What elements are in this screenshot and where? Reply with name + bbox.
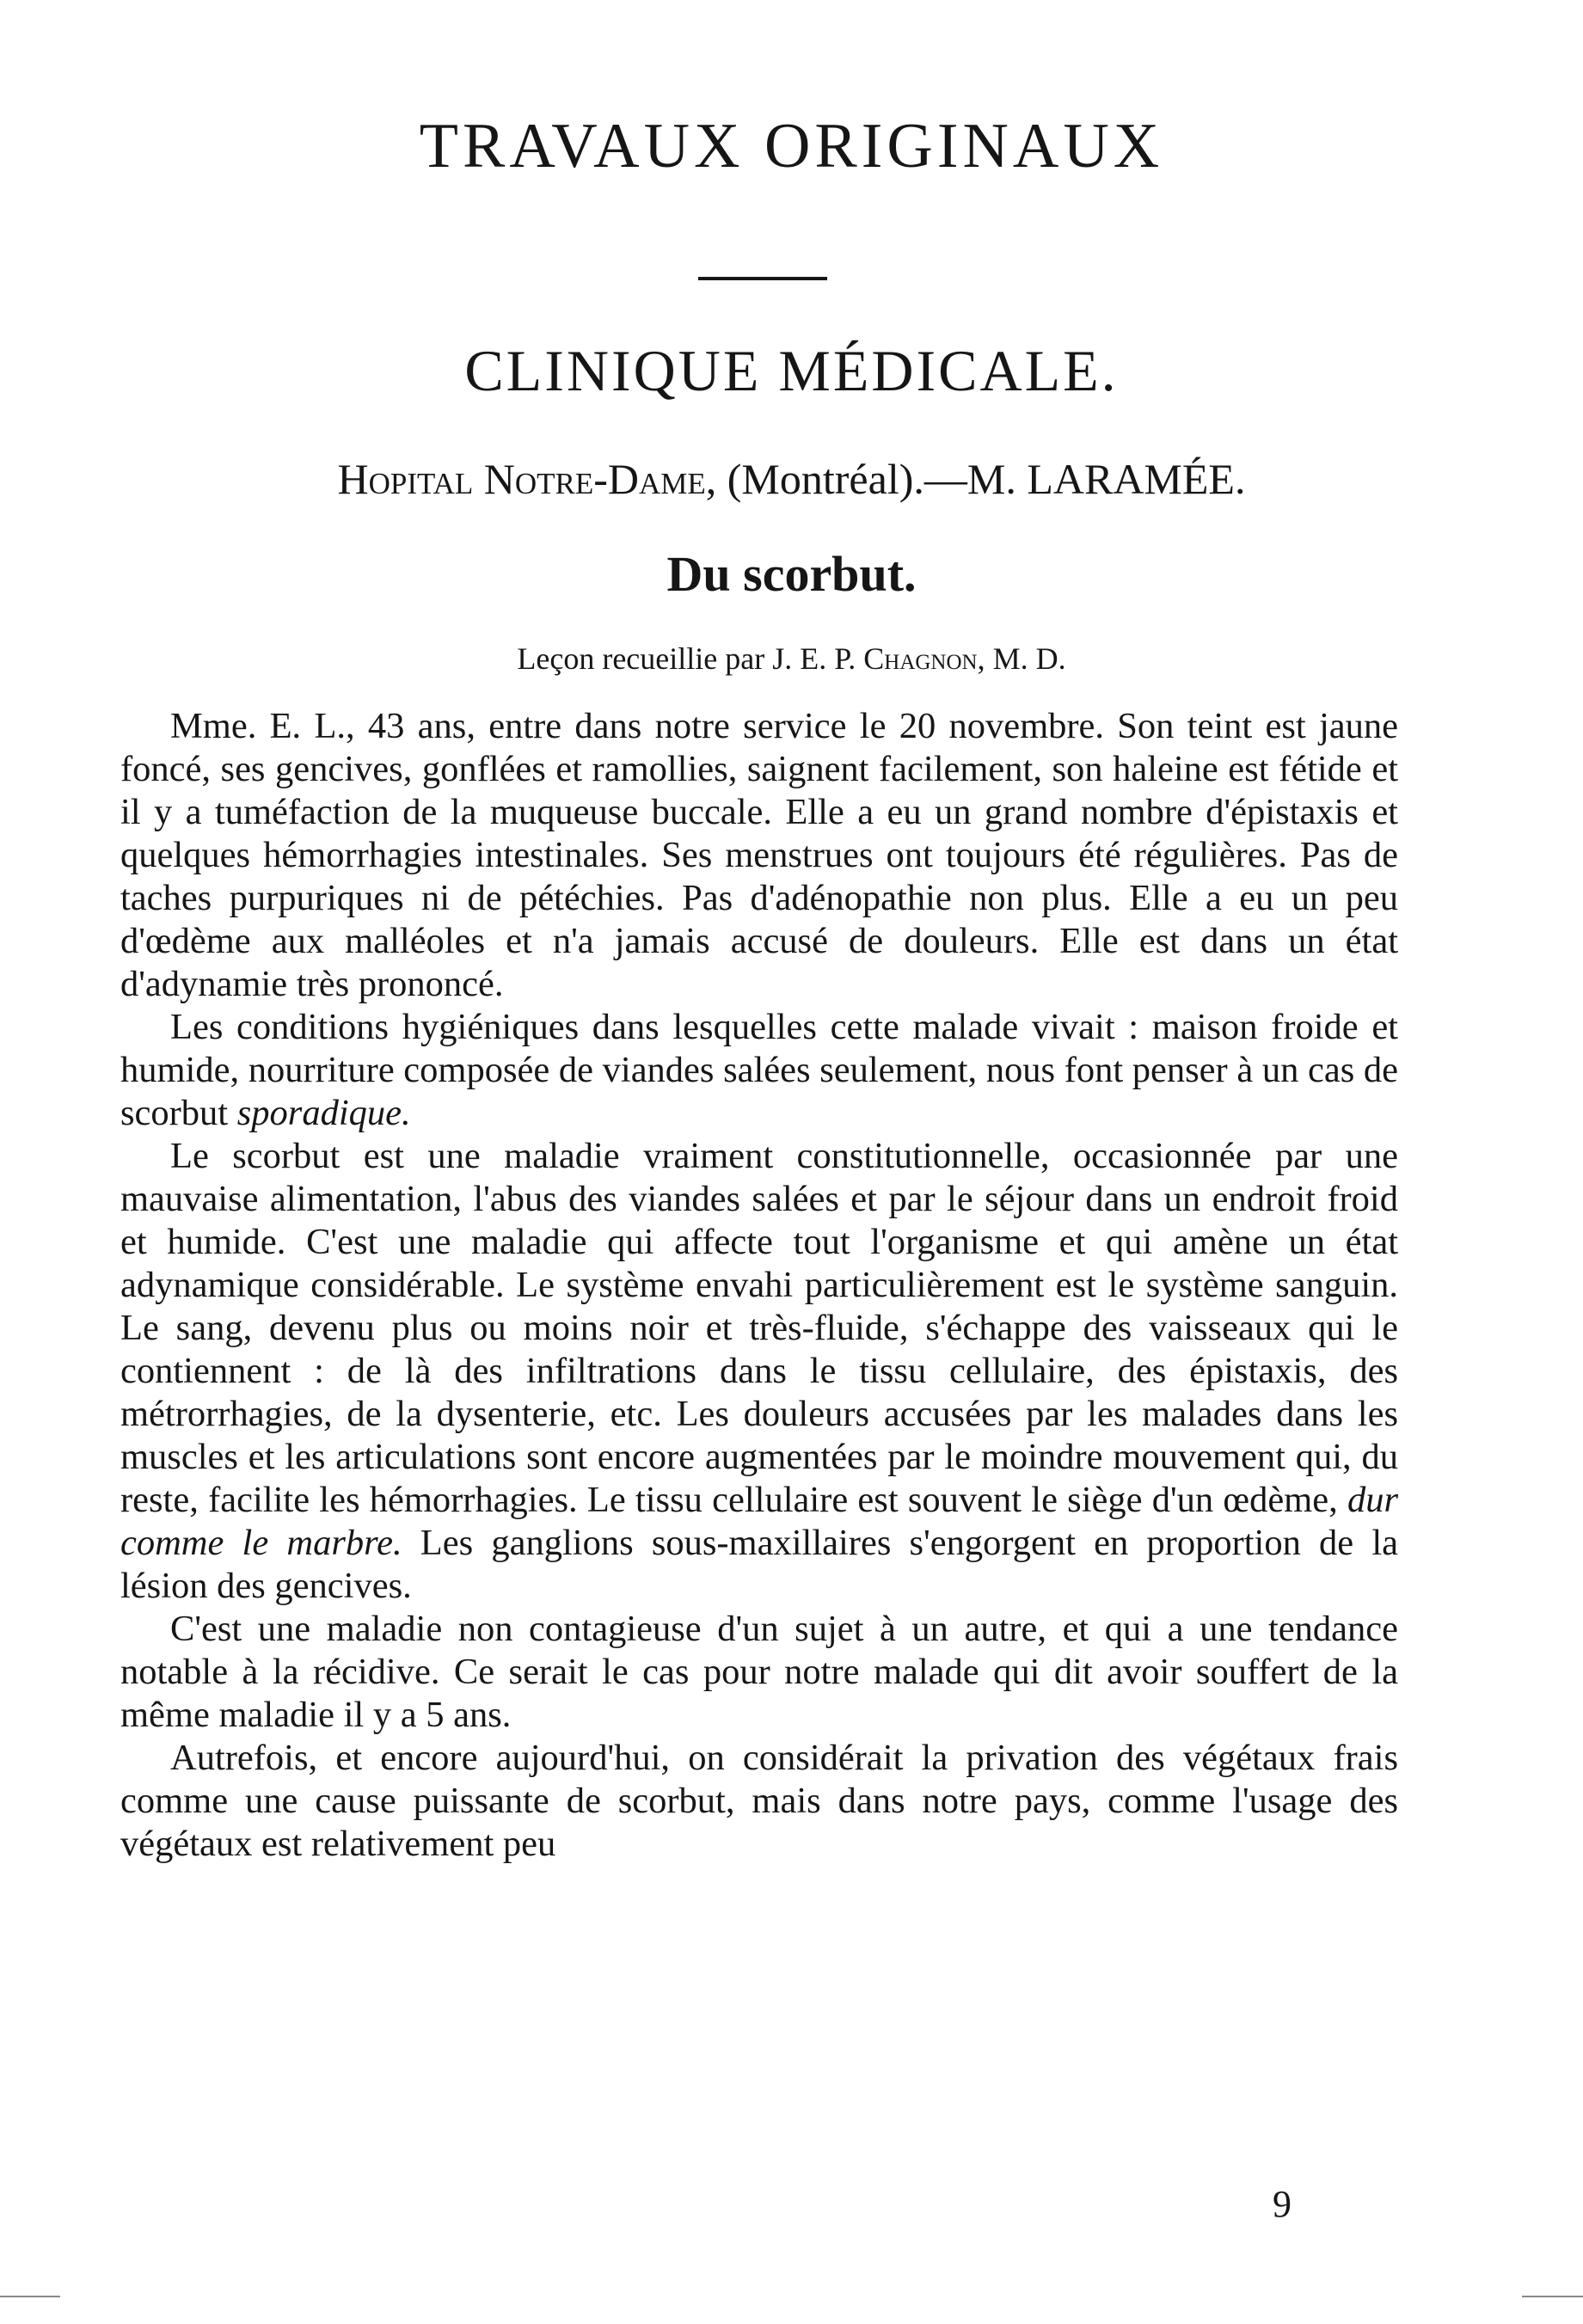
paragraph-1: Mme. E. L., 43 ans, entre dans notre service le 20 novembre. Son teint est jaune foncé, ses gencives, gonflées et ramollies, saignent facilement, son haleine est fétide et il y a tuméfaction de la muqueuse buccale. Elle a eu un grand nombre d'épistaxis et quelques hémorrhagies intestinales. Ses menstrues ont toujours été régulières. Pas de taches purpuriques ni de pétéchies. Pas d'adénopathie non plus. Elle a eu un peu d'œdème aux malléoles et n'a jamais accusé de douleurs. Elle est dans un état d'adynamie très prononcé. — [120, 706, 1398, 1004]
byline-author: Chagnon, M. D. — [863, 641, 1066, 676]
article-body — [120, 705, 1398, 1866]
hospital-location: (Montréal).—M. LARAMÉE. — [727, 455, 1246, 503]
section-title: TRAVAUX ORIGINAUX — [419, 111, 1164, 181]
hospital-name: Hopital Notre-Dame, — [337, 455, 717, 503]
byline-prefix: Leçon recueillie par J. E. P. — [517, 641, 856, 676]
bottom-rule-right — [1522, 2296, 1583, 2297]
paragraph-3-text-a: Le scorbut est une maladie vraiment constitutionnelle, occasionnée par une mauvaise alimentation, l'abus des viandes salées et par le séjour dans un endroit froid et humide. C'est une maladie qui affecte tout l'organisme et qui amène un état adynamique considérable. Le système envahi particulièrement est le système sanguin. Le sang, devenu plus ou moins noir et très-fluide, s'échappe des vaisseaux qui le contiennent : de là des infiltrations dans le tissu cellulaire, des épistaxis, des métrorrhagies, de la dysenterie, etc. Les douleurs accusées par les malades dans les muscles et les articulations sont encore augmentées par le moindre mouvement qui, du reste, facilite les hémorrhagies. Le tissu cellulaire est souvent le siège d'un œdème, — [120, 1136, 1398, 1520]
paragraph-2 — [120, 1006, 1398, 1135]
paragraph-4: C'est une maladie non contagieuse d'un sujet à un autre, et qui a une tendance notable à la récidive. Ce serait le cas pour notre malade qui dit avoir souffert de la même maladie il y a 5 ans. — [120, 1609, 1398, 1735]
paragraph-2-italic: sporadique. — [236, 1093, 411, 1133]
paragraph-3-text-b: Les ganglions sous-maxillaires s'engorgent en proportion de la lésion des gencives. — [120, 1523, 1399, 1606]
byline — [0, 641, 1583, 677]
paragraph-2-text: Les conditions hygiéniques dans lesquelles cette malade vivait : maison froide et humide, nourriture composée de viandes salées seulement, nous font penser à un cas de scorbut — [120, 1007, 1398, 1133]
bottom-rule-left — [0, 2296, 60, 2297]
hospital-line — [0, 454, 1583, 504]
lesson-subject: Du scorbut. — [666, 546, 917, 602]
paragraph-3 — [120, 1135, 1398, 1608]
article-title: CLINIQUE MÉDICALE. — [464, 338, 1119, 403]
page-number: 9 — [1273, 2183, 1292, 2225]
paragraph-3-italic: dur comme le marbre. — [120, 1480, 1398, 1563]
paragraph-5: Autrefois, et encore aujourd'hui, on considérait la privation des végétaux frais comme une cause puissante de scorbut, mais dans notre pays, comme l'usage des végétaux est relativement peu — [120, 1738, 1398, 1864]
title-divider — [698, 277, 827, 280]
